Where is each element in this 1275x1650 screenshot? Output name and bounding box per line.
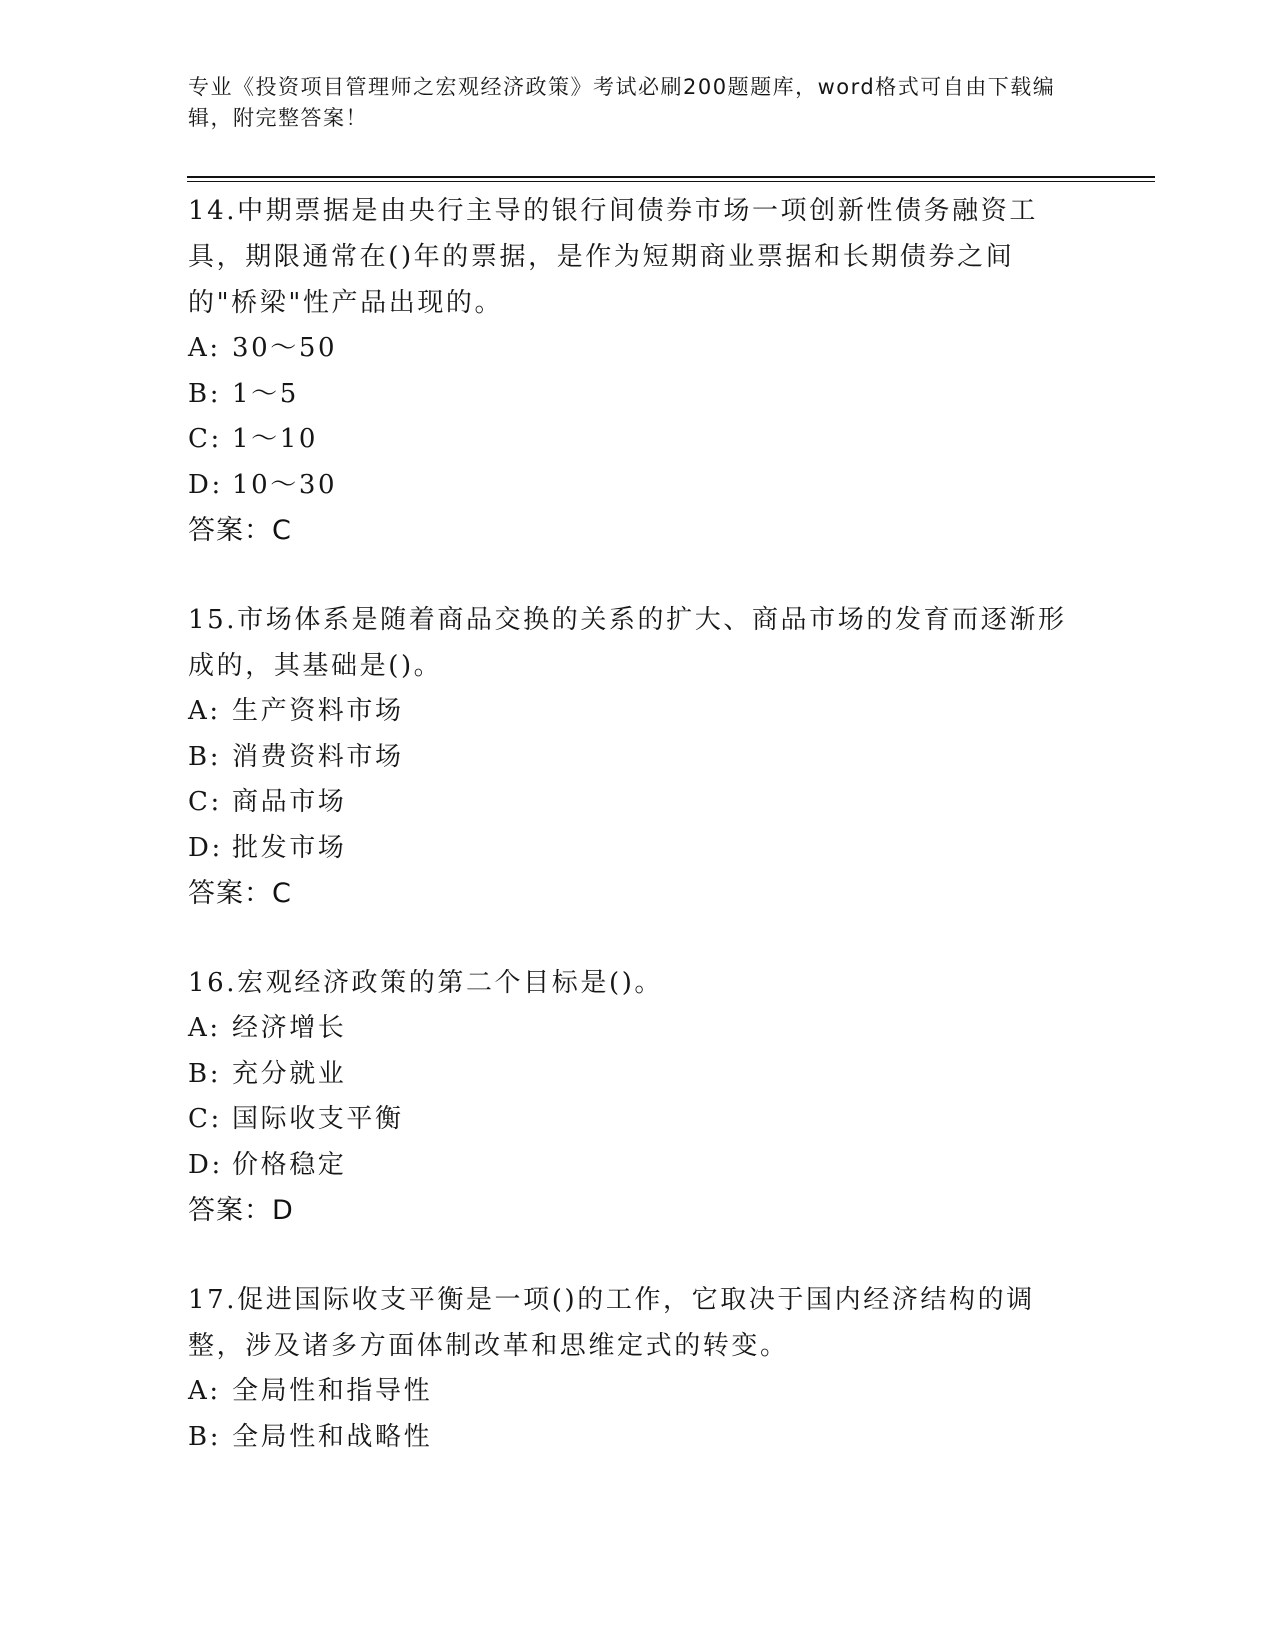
option-c: [188, 780, 1083, 826]
option-a: [188, 689, 1083, 735]
option-key: D:: [188, 1149, 223, 1180]
option-key: C:: [188, 424, 222, 454]
option-a: [188, 1006, 1083, 1052]
option-c: [188, 417, 1083, 463]
option-d: [188, 463, 1083, 509]
option-key: A:: [188, 1376, 221, 1406]
option-b: [188, 1415, 1083, 1461]
option-text: 全局性和战略性: [232, 1421, 433, 1452]
option-d: [188, 1143, 1083, 1189]
option-text: 国际收支平衡: [232, 1104, 404, 1134]
question-text: 16.宏观经济政策的第二个目标是()。: [188, 968, 664, 998]
answer-line: 答案：C: [188, 515, 292, 546]
option-text: 10～30: [232, 469, 338, 500]
option-text: 充分就业: [232, 1058, 347, 1089]
answer-line: 答案：D: [188, 1195, 294, 1226]
option-a: [188, 326, 1083, 372]
option-text: 价格稳定: [232, 1149, 347, 1180]
option-key: B:: [188, 1058, 222, 1089]
option-key: A:: [188, 1013, 221, 1043]
option-b: [188, 1052, 1083, 1098]
option-text: 30～50: [232, 333, 338, 363]
option-text: 商品市场: [232, 787, 347, 817]
header-divider-thin: [187, 181, 1155, 182]
question-text: 15.市场体系是随着商品交换的关系的扩大、商品市场的发育而逐渐形成的，其基础是()。: [188, 605, 1067, 681]
option-text: 全局性和指导性: [232, 1376, 433, 1406]
option-key: D:: [188, 832, 223, 863]
option-text: 消费资料市场: [232, 741, 404, 772]
question-15: [188, 597, 1083, 917]
option-d: [188, 826, 1083, 872]
document-header: 专业《投资项目管理师之宏观经济政策》考试必刷200题题库，word格式可自由下载编辑，附完整答案！: [188, 75, 1056, 130]
header-divider-thick: [187, 176, 1155, 178]
option-key: B:: [188, 741, 222, 772]
question-17: [188, 1277, 1083, 1460]
option-key: C:: [188, 787, 222, 817]
question-list: [188, 188, 1083, 1503]
option-text: 1～10: [232, 424, 319, 454]
answer-line: 答案：C: [188, 878, 292, 909]
option-text: 生产资料市场: [232, 696, 404, 726]
option-key: A:: [188, 696, 221, 726]
option-text: 1～5: [232, 378, 299, 409]
question-text: 17.促进国际收支平衡是一项()的工作，它取决于国内经济结构的调整，涉及诸多方面体制改革和思维定式的转变。: [188, 1285, 1035, 1361]
option-b: [188, 735, 1083, 781]
option-text: 批发市场: [232, 832, 347, 863]
option-a: [188, 1369, 1083, 1415]
option-key: B:: [188, 378, 222, 409]
option-key: A:: [188, 333, 221, 363]
option-c: [188, 1097, 1083, 1143]
option-key: B:: [188, 1421, 222, 1452]
question-16: [188, 960, 1083, 1234]
option-key: C:: [188, 1104, 222, 1134]
option-b: [188, 372, 1083, 418]
question-14: [188, 188, 1083, 554]
option-text: 经济增长: [232, 1013, 347, 1043]
option-key: D:: [188, 469, 223, 500]
question-text: 14.中期票据是由央行主导的银行间债券市场一项创新性债务融资工具，期限通常在()年的票据，是作为短期商业票据和长期债券之间的"桥梁"性产品出现的。: [188, 196, 1038, 318]
